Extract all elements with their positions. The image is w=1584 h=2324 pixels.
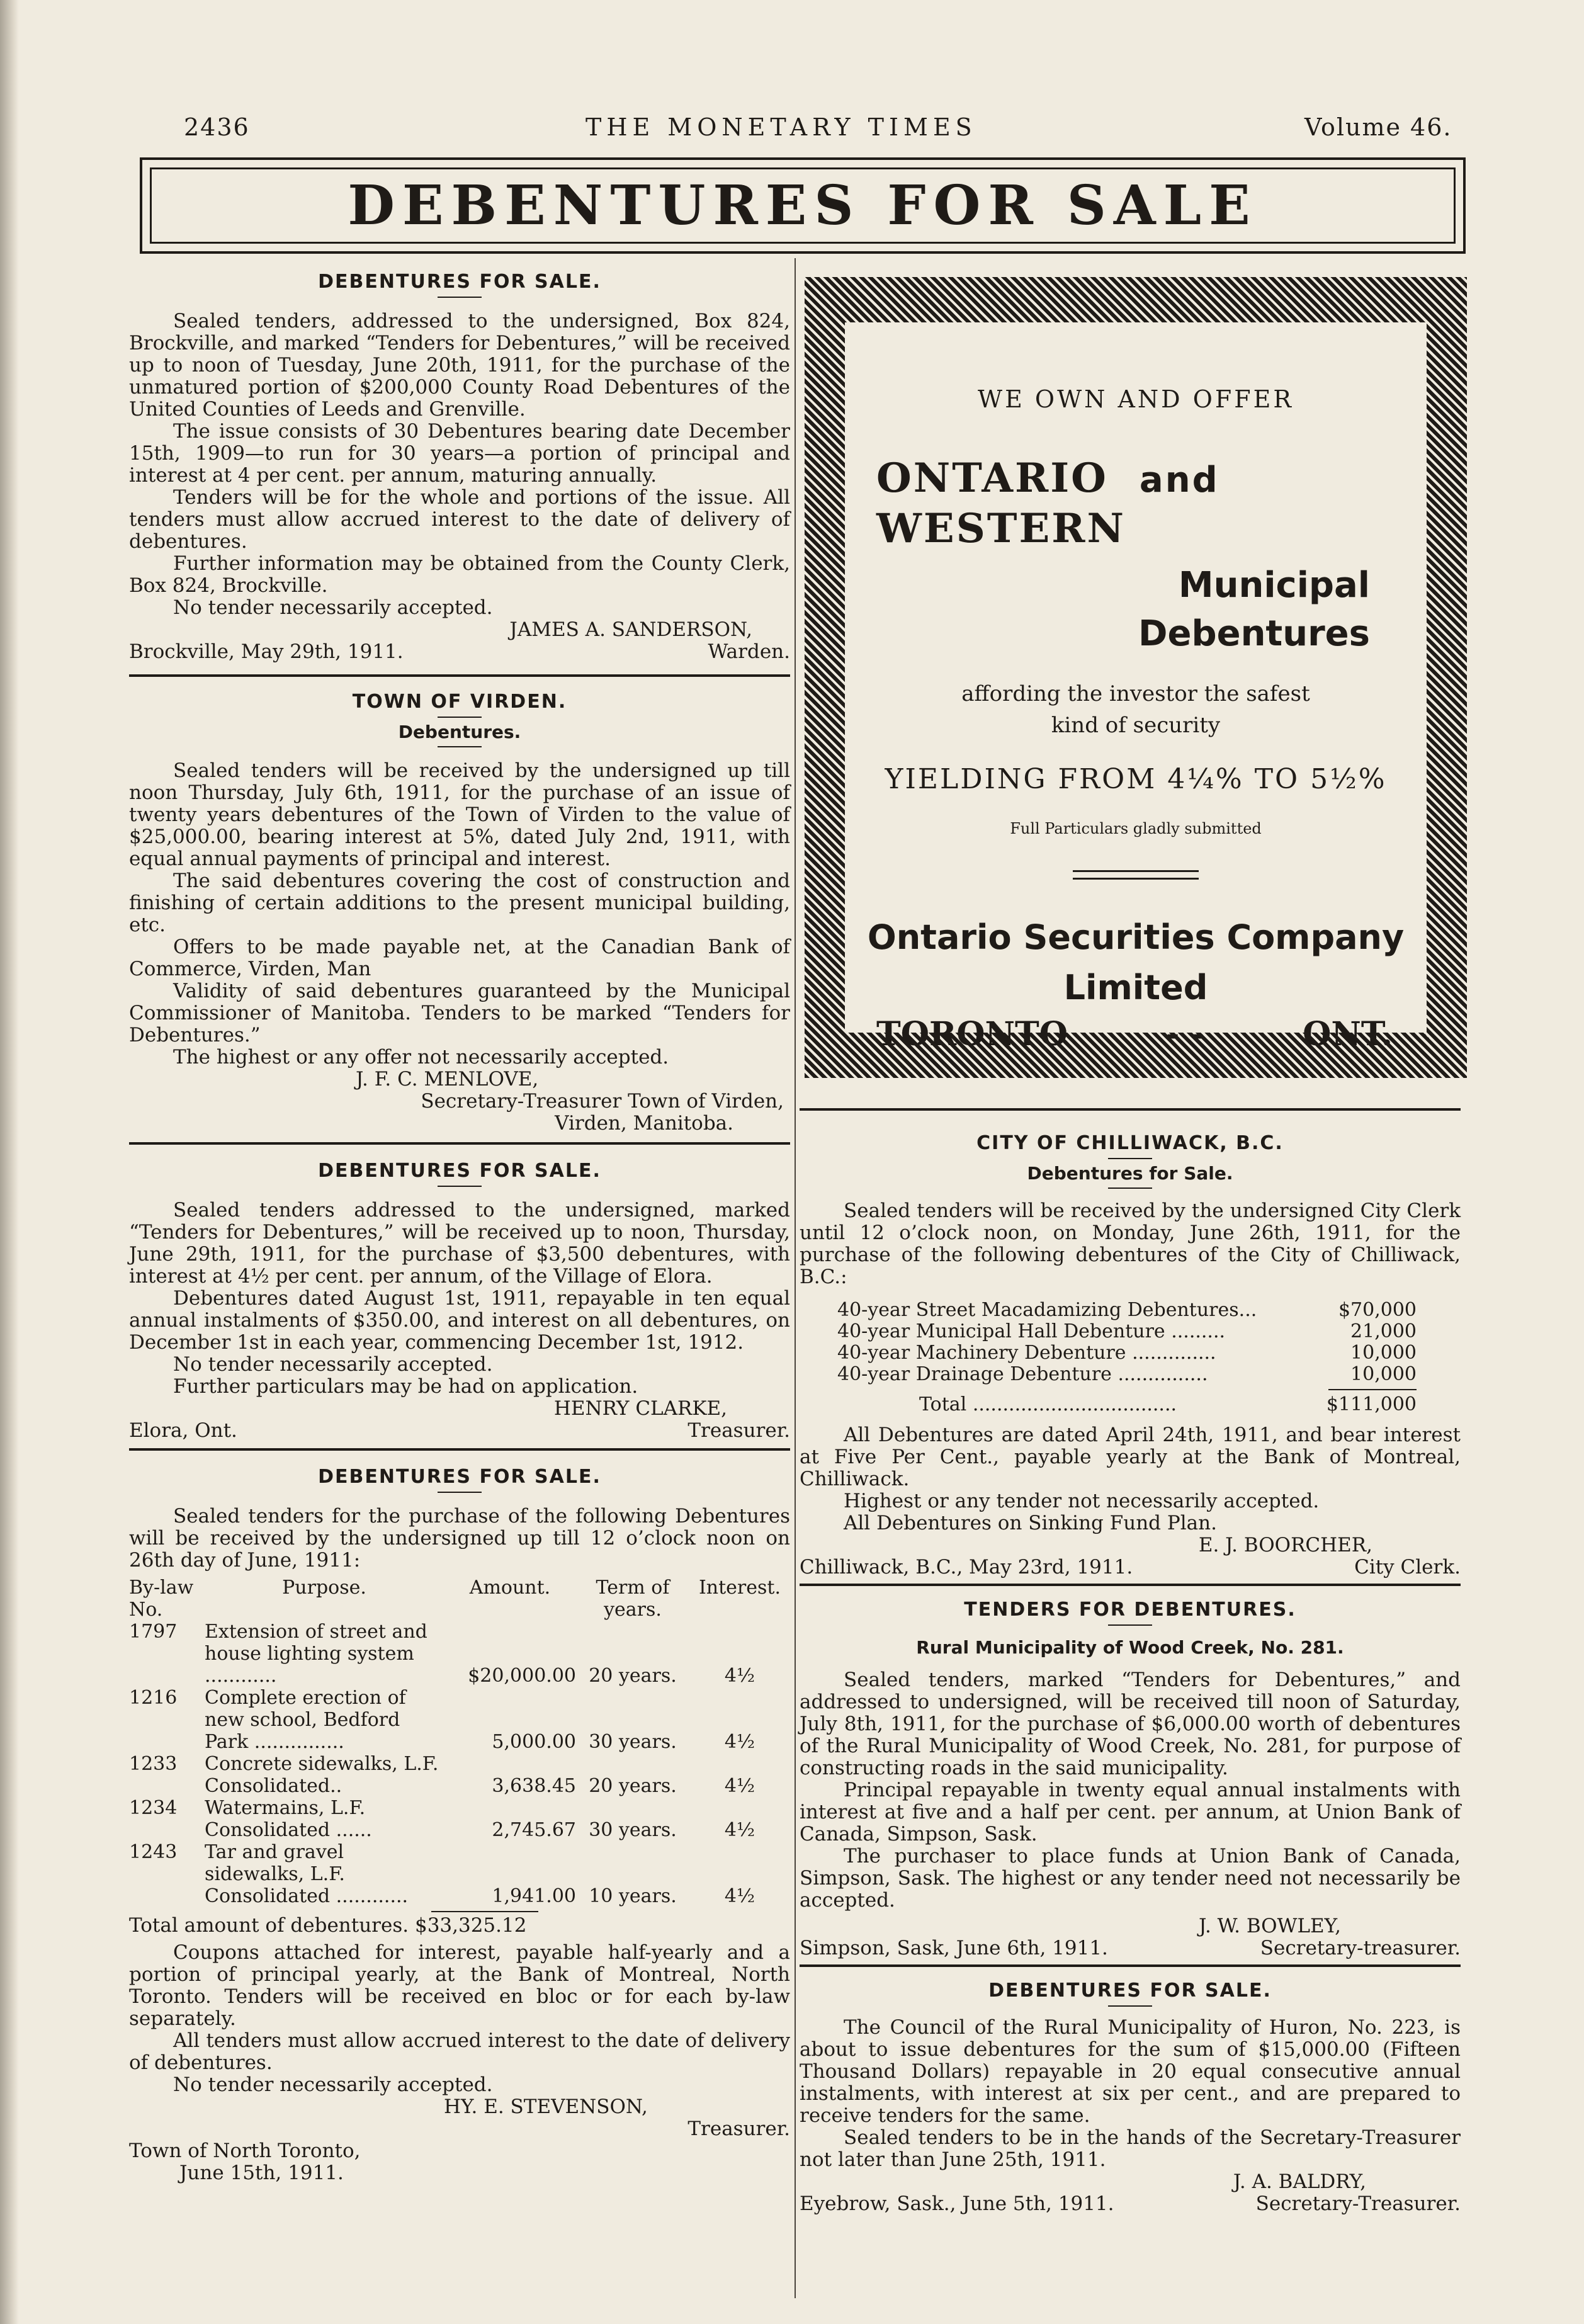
signer-title: City Clerk. bbox=[1354, 1556, 1461, 1579]
cell-interest: 4½ bbox=[724, 1665, 755, 1687]
notice-subheading: Rural Municipality of Wood Creek, No. 281. bbox=[916, 1637, 1344, 1658]
short-rule bbox=[1108, 1188, 1152, 1189]
paragraph: Debentures dated August 1st, 1911, repayable in ten equal annual instalments of $350.00, and interest on all debentures, on December 1st in each year, commencing December 1st, 1912. bbox=[129, 1287, 790, 1354]
notice-heading: TENDERS FOR DEBENTURES. bbox=[964, 1599, 1296, 1621]
col-bylaw: By-law No. bbox=[129, 1577, 194, 1621]
signer-name: J. F. C. MENLOVE, bbox=[356, 1068, 539, 1091]
notice-heading: DEBENTURES FOR SALE. bbox=[318, 1160, 601, 1182]
place-date: Chilliwack, B.C., May 23rd, 1911. bbox=[800, 1556, 1133, 1579]
cell-term: 10 years. bbox=[589, 1885, 677, 1907]
ad-city: TORONTO bbox=[876, 1015, 1068, 1053]
cell-term: 20 years. bbox=[589, 1665, 677, 1687]
cell-term: 30 years. bbox=[589, 1819, 677, 1841]
paragraph: The highest or any offer not necessarily accepted. bbox=[173, 1046, 669, 1068]
ad-tagline-2: kind of security bbox=[1051, 713, 1221, 738]
place: Town of North Toronto, bbox=[129, 2140, 361, 2162]
item-label: 40-year Drainage Debenture ............... bbox=[837, 1363, 1208, 1385]
signer-title: Treasurer. bbox=[687, 1419, 790, 1442]
paragraph: The issue consists of 30 Debentures bearing date December 15th, 1909—to run for 30 years—a portion of principal and interest at 4 per cent. per annum, maturing annually. bbox=[129, 420, 790, 487]
paragraph: All Debentures on Sinking Fund Plan. bbox=[844, 1512, 1217, 1534]
paragraph: Tenders will be for the whole and portions of the issue. All tenders must allow accrued interest to the date of delivery of debentures. bbox=[129, 486, 790, 553]
paragraph: Further particulars may be had on application. bbox=[173, 1375, 638, 1398]
section-banner bbox=[140, 157, 1466, 254]
ad-municipal: Municipal bbox=[1178, 565, 1370, 606]
signer-name: E. J. BOORCHER, bbox=[1198, 1534, 1372, 1556]
total-value: $111,000 bbox=[1326, 1393, 1417, 1415]
col-interest: Interest. bbox=[698, 1577, 781, 1599]
paragraph: Validity of said debentures guaranteed by the Municipal Commissioner of Manitoba. Tenders to be marked “Tenders for Debentures.” bbox=[129, 980, 790, 1046]
notice-heading: DEBENTURES FOR SALE. bbox=[988, 1980, 1272, 2002]
cell-bylaw: 1797 bbox=[129, 1621, 178, 1643]
ad-ontario: ONTARIO bbox=[876, 455, 1108, 502]
notice-chilliwack bbox=[800, 1132, 1461, 1579]
notice-brockville bbox=[129, 271, 790, 663]
ad-rule bbox=[1073, 870, 1199, 872]
debenture-table bbox=[129, 1577, 790, 1907]
paragraph: Sealed tenders to be in the hands of the Secretary-Treasurer not later than June 25th, 1911. bbox=[800, 2126, 1461, 2171]
paragraph: No tender necessarily accepted. bbox=[173, 2073, 493, 2096]
item-value: 21,000 bbox=[1350, 1320, 1417, 1342]
signer-title: Treasurer. bbox=[687, 2117, 790, 2140]
notice-north-toronto bbox=[129, 1466, 790, 2184]
paragraph: Sealed tenders for the purchase of the following Debentures will be received by the undersigned up till 12 o’clock noon on 26th day of June, 1911: bbox=[129, 1505, 790, 1572]
cell-amount: 5,000.00 bbox=[492, 1731, 576, 1753]
total-rule bbox=[1328, 1389, 1417, 1390]
ad-dashes: - - bbox=[1165, 1015, 1205, 1053]
paragraph: Sealed tenders, addressed to the undersigned, Box 824, Brockville, and marked “Tenders for Debentures,” will be received up to noon of Tuesday, June 20th, 1911, for the purchase of the unmatured portion of $200,000 County Road Debentures of the United Counties of Leeds and Grenville. bbox=[129, 310, 790, 421]
table-row bbox=[129, 1841, 790, 1907]
paragraph: Offers to be made payable net, at the Canadian Bank of Commerce, Virden, Man bbox=[129, 936, 790, 980]
notice-subheading: Debentures. bbox=[398, 722, 521, 742]
signer-name: JAMES A. SANDERSON, bbox=[509, 618, 752, 641]
paragraph: Highest or any tender not necessarily accepted. bbox=[844, 1490, 1320, 1512]
table-row bbox=[129, 1753, 790, 1797]
cell-amount: 2,745.67 bbox=[492, 1819, 576, 1841]
notice-elora bbox=[129, 1160, 790, 1442]
cell-bylaw: 1216 bbox=[129, 1687, 178, 1709]
short-rule bbox=[438, 297, 482, 298]
ad-rule bbox=[1073, 878, 1199, 880]
paragraph: The said debentures covering the cost of construction and finishing of certain additions to the present municipal building, etc. bbox=[129, 870, 790, 936]
paragraph: All tenders must allow accrued interest to the date of delivery of debentures. bbox=[129, 2029, 790, 2074]
section-rule bbox=[800, 1964, 1461, 1967]
list-item bbox=[837, 1342, 1417, 1364]
item-value: 10,000 bbox=[1350, 1363, 1417, 1385]
notice-virden bbox=[129, 691, 790, 1135]
cell-purpose: Complete erection of new school, Bedford Park ............... bbox=[205, 1687, 406, 1753]
list-item bbox=[837, 1321, 1417, 1342]
left-column bbox=[129, 271, 790, 2184]
section-rule bbox=[129, 674, 790, 677]
total-amount: Total amount of debentures. $33,325.12 bbox=[129, 1914, 527, 1937]
notice-heading: DEBENTURES FOR SALE. bbox=[318, 271, 601, 293]
cell-interest: 4½ bbox=[724, 1819, 755, 1841]
cell-term: 30 years. bbox=[589, 1731, 677, 1753]
paragraph: Coupons attached for interest, payable half-yearly and a portion of principal yearly, at the Bank of Montreal, North Toronto. Tenders will be received en bloc or for each by-law separately. bbox=[129, 1941, 790, 2030]
paragraph: The Council of the Rural Municipality of Huron, No. 223, is about to issue debentures for the sum of $15,000.00 (Fifteen Thousand Dollars) repayable in 20 equal consecutive annual instalments, with interest at six per cent., and are prepared to receive tenders for the same. bbox=[800, 2016, 1461, 2127]
banner-title: DEBENTURES FOR SALE bbox=[348, 174, 1258, 237]
total-label: Total .................................. bbox=[919, 1393, 1177, 1415]
column-divider bbox=[795, 258, 796, 2298]
ad-yield: YIELDING FROM 4¼% TO 5½% bbox=[885, 763, 1387, 795]
ad-panel bbox=[845, 322, 1427, 1053]
cell-bylaw: 1234 bbox=[129, 1797, 178, 1819]
notice-heading: DEBENTURES FOR SALE. bbox=[318, 1466, 601, 1488]
item-label: 40-year Street Macadamizing Debentures... bbox=[837, 1299, 1257, 1321]
place-date: Brockville, May 29th, 1911. bbox=[129, 640, 404, 663]
place-date: Simpson, Sask, June 6th, 1911. bbox=[800, 1937, 1108, 1959]
notice-huron bbox=[800, 1980, 1461, 2215]
cell-interest: 4½ bbox=[724, 1775, 755, 1797]
magazine-title: THE MONETARY TIMES bbox=[586, 113, 977, 141]
ad-company: Ontario Securities Company bbox=[867, 917, 1405, 957]
list-total bbox=[837, 1394, 1417, 1415]
ad-debentures: Debentures bbox=[1138, 613, 1370, 654]
paragraph: No tender necessarily accepted. bbox=[173, 1353, 493, 1376]
ontario-securities-ad bbox=[805, 277, 1467, 1078]
debenture-list bbox=[800, 1288, 1461, 1415]
ad-limited: Limited bbox=[1063, 968, 1208, 1007]
short-rule bbox=[438, 746, 482, 747]
section-rule bbox=[800, 1584, 1461, 1586]
signature-line bbox=[129, 1420, 790, 1442]
table-row bbox=[129, 1797, 790, 1841]
item-value: 10,000 bbox=[1350, 1342, 1417, 1364]
ad-intro: WE OWN AND OFFER bbox=[978, 385, 1294, 413]
ad-and: and bbox=[1139, 460, 1219, 501]
cell-bylaw: 1243 bbox=[129, 1841, 178, 1863]
total-rule bbox=[431, 1911, 538, 1912]
section-rule bbox=[129, 1448, 790, 1451]
list-item bbox=[837, 1300, 1417, 1321]
volume-number: Volume 46. bbox=[1304, 113, 1452, 141]
signer-name: HENRY CLARKE, bbox=[553, 1397, 727, 1420]
cell-purpose: Watermains, L.F. Consolidated ...... bbox=[205, 1797, 372, 1841]
ad-province: ONT. bbox=[1303, 1015, 1393, 1053]
col-term: Term of years. bbox=[596, 1577, 670, 1621]
item-label: 40-year Machinery Debenture .............. bbox=[837, 1342, 1216, 1364]
col-amount: Amount. bbox=[469, 1577, 551, 1599]
notice-heading: TOWN OF VIRDEN. bbox=[352, 691, 567, 713]
section-rule bbox=[800, 1108, 1461, 1111]
ad-western: WESTERN bbox=[876, 505, 1126, 552]
item-label: 40-year Municipal Hall Debenture ......... bbox=[837, 1320, 1226, 1342]
signer-name: J. W. BOWLEY, bbox=[1198, 1915, 1341, 1937]
signature-line bbox=[800, 2193, 1461, 2215]
cell-amount: $20,000.00 bbox=[468, 1665, 576, 1687]
short-rule bbox=[1108, 1158, 1152, 1159]
notice-heading: CITY OF CHILLIWACK, B.C. bbox=[976, 1132, 1284, 1154]
ad-address bbox=[876, 1015, 1393, 1053]
paragraph: Principal repayable in twenty equal annual instalments with interest at five and a half per cent. per annum, at Union Bank of Canada, Simpson, Sask. bbox=[800, 1779, 1461, 1845]
short-rule bbox=[438, 1186, 482, 1187]
short-rule bbox=[438, 1492, 482, 1493]
paragraph: No tender necessarily accepted. bbox=[173, 596, 493, 619]
ad-tagline-1: affording the investor the safest bbox=[961, 681, 1310, 706]
notice-wood-creek bbox=[800, 1599, 1461, 1959]
list-item bbox=[837, 1364, 1417, 1385]
short-rule bbox=[1108, 1624, 1152, 1626]
paragraph: Sealed tenders addressed to the undersigned, marked “Tenders for Debentures,” will be received up to noon, Thursday, June 29th, 1911, for the purchase of $3,500 debentures, with interest at 4½ per cent. per annum, of the Village of Elora. bbox=[129, 1199, 790, 1288]
paragraph: Further information may be obtained from the County Clerk, Box 824, Brockville. bbox=[129, 552, 790, 597]
paragraph: All Debentures are dated April 24th, 1911, and bear interest at Five Per Cent., payable yearly at the Bank of Montreal, Chilliwack. bbox=[800, 1424, 1461, 1490]
notice-subheading: Debentures for Sale. bbox=[1027, 1163, 1233, 1184]
paragraph: Sealed tenders will be received by the undersigned City Clerk until 12 o’clock noon, on Monday, June 26th, 1911, for the purchase of the following debentures of the City of Chilliwack, B.C.: bbox=[800, 1199, 1461, 1288]
cell-purpose: Tar and gravel sidewalks, L.F. Consolidated ............ bbox=[205, 1841, 409, 1907]
signer-title: Warden. bbox=[708, 640, 790, 663]
paragraph: Sealed tenders, marked “Tenders for Debentures,” and addressed to undersigned, will be received till noon of Saturday, July 8th, 1911, for the purchase of $6,000.00 worth of debentures of the Rural Municipality of Wood Creek, No. 281, for purpose of constructing roads in the said municipality. bbox=[800, 1669, 1461, 1779]
cell-term: 20 years. bbox=[589, 1775, 677, 1797]
signer-title: Secretary-Treasurer Town of Virden, bbox=[421, 1090, 784, 1113]
signer-title: Secretary-Treasurer. bbox=[1255, 2192, 1461, 2215]
short-rule bbox=[1108, 2005, 1152, 2007]
place-date: Eyebrow, Sask., June 5th, 1911. bbox=[800, 2192, 1114, 2215]
place: Elora, Ont. bbox=[129, 1419, 237, 1442]
table-row bbox=[129, 1621, 790, 1687]
cell-purpose: Extension of street and house lighting system ............ bbox=[205, 1621, 427, 1687]
cell-amount: 1,941.00 bbox=[492, 1885, 576, 1907]
ad-name-ontario bbox=[876, 455, 1458, 502]
signature-line bbox=[800, 1937, 1461, 1959]
cell-interest: 4½ bbox=[724, 1885, 755, 1907]
item-value: $70,000 bbox=[1338, 1299, 1417, 1321]
page-number: 2436 bbox=[184, 113, 250, 141]
cell-bylaw: 1233 bbox=[129, 1753, 178, 1775]
paragraph: The purchaser to place funds at Union Bank of Canada, Simpson, Sask. The highest or any tender need not necessarily be accepted. bbox=[800, 1845, 1461, 1912]
cell-interest: 4½ bbox=[724, 1731, 755, 1753]
section-rule bbox=[129, 1142, 790, 1145]
ad-particulars: Full Particulars gladly submitted bbox=[1010, 820, 1262, 837]
paragraph: Sealed tenders will be received by the undersigned up till noon Thursday, July 6th, 1911, for the purchase of an issue of twenty years debentures of the Town of Virden to the value of $25,000.00, bearing interest at 5%, dated July 2nd, 1911, with equal annual payments of principal and interest. bbox=[129, 759, 790, 870]
col-purpose: Purpose. bbox=[282, 1577, 366, 1599]
cell-amount: 3,638.45 bbox=[492, 1775, 576, 1797]
table-row bbox=[129, 1687, 790, 1753]
cell-purpose: Concrete sidewalks, L.F. Consolidated.. bbox=[205, 1753, 439, 1797]
table-header-row bbox=[129, 1577, 790, 1621]
signer-name: J. A. BALDRY, bbox=[1233, 2170, 1366, 2193]
signature-line bbox=[129, 641, 790, 663]
date: June 15th, 1911. bbox=[179, 2162, 344, 2184]
page-spine-shadow bbox=[0, 0, 19, 2324]
signer-name: HY. E. STEVENSON, bbox=[444, 2095, 648, 2118]
signer-place: Virden, Manitoba. bbox=[555, 1112, 733, 1135]
right-column bbox=[800, 1108, 1461, 2215]
signature-line bbox=[800, 1556, 1461, 1579]
short-rule bbox=[438, 717, 482, 718]
signer-title: Secretary-treasurer. bbox=[1260, 1937, 1461, 1959]
